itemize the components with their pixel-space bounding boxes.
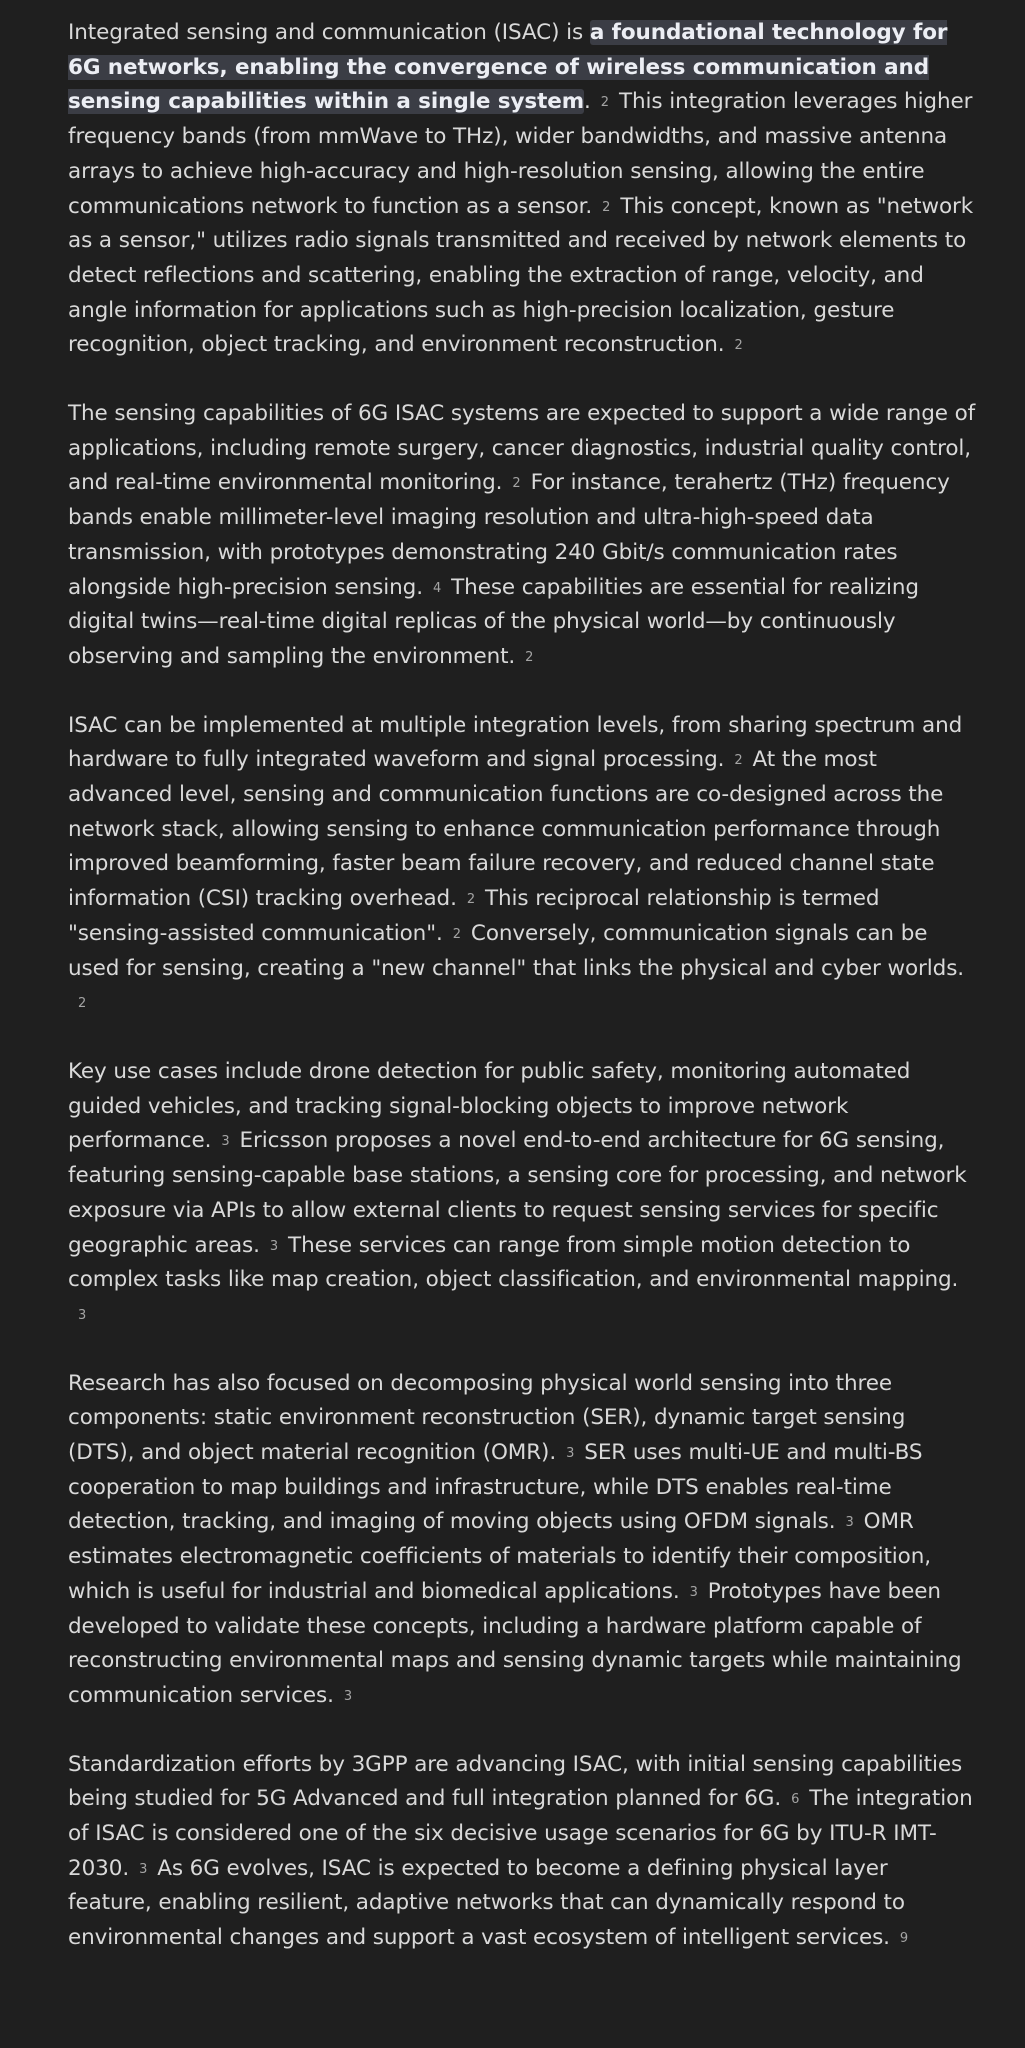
body-text: This integration leverages higher frequency bands (from mmWave to THz), wider bandwidths, and massive antenna arrays to achieve high-accuracy and high-resolution sensing, allowing the entire communications network to function as a sensor.	[68, 89, 973, 219]
citation-badge[interactable]: 2	[452, 926, 461, 942]
citation-badge[interactable]: 2	[600, 95, 609, 111]
highlighted-text: a foundational technology for 6G networks, enabling the convergence of wireless communication and sensing capabilities within a single system	[68, 20, 948, 115]
citation-badge[interactable]: 2	[78, 996, 87, 1012]
body-text: Conversely, communication signals can be used for sensing, creating a "new channel" that links the physical and cyber worlds.	[68, 920, 965, 981]
citation-badge[interactable]: 2	[602, 199, 611, 215]
body-text: The sensing capabilities of 6G ISAC systems are expected to support a wide range of applications, including remote surgery, cancer diagnostics, industrial quality control, and real-time environmental monitoring.	[68, 401, 976, 496]
paragraph	[68, 16, 978, 363]
body-text: This concept, known as "network as a sensor," utilizes radio signals transmitted and received by network elements to detect reflections and scattering, enabling the extraction of range, velocity, and angle information for applications such as high-precision localization, gesture recognition, object tracking, and environment reconstruction.	[68, 193, 974, 358]
paragraph	[68, 1748, 978, 1956]
citation-badge[interactable]: 3	[566, 1446, 575, 1462]
body-text: Key use cases include drone detection for public safety, monitoring automated guided vehicles, and tracking signal-blocking objects to improve network performance.	[68, 1058, 911, 1154]
body-text: The integration of ISAC is considered one of the six decisive usage scenarios for 6G by ITU-R IMT-2030.	[68, 1786, 973, 1881]
paragraph	[68, 1367, 978, 1714]
body-text: At the most advanced level, sensing and communication functions are co-designed across the network stack, allowing sensing to enhance communication performance through improved beamforming, faster beam failure recovery, and reduced channel state information (CSI) tracking overhead.	[68, 747, 944, 912]
paragraph	[68, 709, 978, 1021]
citation-badge[interactable]: 3	[343, 1688, 353, 1704]
body-text: ISAC can be implemented at multiple integration levels, from sharing spectrum and hardware to fully integrated waveform and signal processing.	[68, 712, 963, 773]
body-text: For instance, terahertz (THz) frequency bands enable millimeter-level imaging resolution and ultra-high-speed data transmission, with prototypes demonstrating 240 Gbit/s communication rates alongside high-precision sensing.	[68, 470, 950, 600]
citation-badge[interactable]: 2	[734, 338, 743, 354]
citation-badge[interactable]: 6	[791, 1792, 800, 1808]
body-text: .	[584, 89, 591, 115]
paragraph	[68, 1055, 978, 1333]
citation-badge[interactable]: 4	[432, 580, 442, 596]
citation-badge[interactable]: 2	[512, 476, 521, 492]
citation-badge[interactable]: 2	[466, 892, 475, 908]
body-text: This reciprocal relationship is termed "sensing-assisted communication".	[68, 886, 880, 946]
citation-badge[interactable]: 3	[689, 1584, 698, 1600]
body-text: SER uses multi-UE and multi-BS cooperation to map buildings and infrastructure, while DTS enables real-time detection, tracking, and imaging of moving objects using OFDM signals.	[68, 1440, 923, 1535]
citation-badge[interactable]: 3	[845, 1515, 854, 1531]
citation-badge[interactable]: 3	[269, 1238, 279, 1254]
body-text: As 6G evolves, ISAC is expected to become a defining physical layer feature, enabling resilient, adaptive networks that can dynamically respond to environmental changes and support a vast ecosystem of intelligent services.	[68, 1855, 905, 1951]
body-text: These services can range from simple motion detection to complex tasks like map creation, object classification, and environmental mapping.	[68, 1232, 959, 1293]
body-text: Ericsson proposes a novel end-to-end architecture for 6G sensing, featuring sensing-capable base stations, a sensing core for processing, and network exposure via APIs to allow external clients to request sensing services for specific geographic areas.	[68, 1128, 967, 1258]
citation-badge[interactable]: 2	[734, 753, 743, 769]
paragraph	[68, 397, 978, 675]
citation-badge[interactable]: 3	[78, 1307, 87, 1323]
body-text: Prototypes have been developed to validate these concepts, including a hardware platform capable of reconstructing environmental maps and sensing dynamic targets while maintaining communication services.	[68, 1578, 962, 1708]
answer-document	[68, 16, 978, 1990]
body-text: Standardization efforts by 3GPP are advancing ISAC, with initial sensing capabilities being studied for 5G Advanced and full integration planned for 6G.	[68, 1751, 963, 1812]
citation-badge[interactable]: 9	[899, 1931, 909, 1947]
body-text: Integrated sensing and communication (ISAC) is	[68, 20, 590, 45]
citation-badge[interactable]: 2	[525, 649, 534, 665]
body-text: OMR estimates electromagnetic coefficients of materials to identify their composition, which is useful for industrial and biomedical applications.	[68, 1509, 931, 1604]
body-text: These capabilities are essential for realizing digital twins—real-time digital replicas of the physical world—by continuously observing and sampling the environment.	[68, 574, 919, 669]
citation-badge[interactable]: 3	[221, 1134, 230, 1150]
body-text: Research has also focused on decomposing physical world sensing into three components: static environment reconstruction (SER), dynamic target sensing (DTS), and object material recognition (OMR).	[68, 1370, 906, 1466]
citation-badge[interactable]: 3	[139, 1861, 148, 1877]
